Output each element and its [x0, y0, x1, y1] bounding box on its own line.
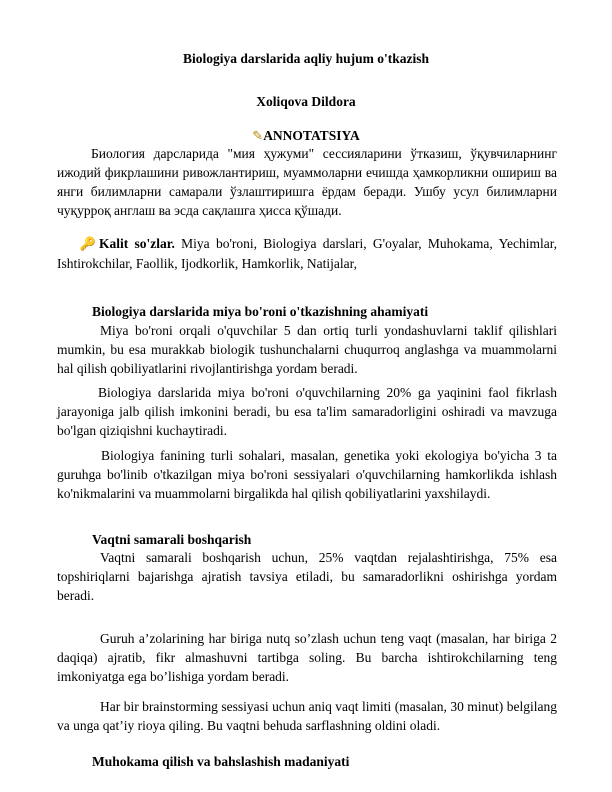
- annotation-paragraph: [57, 144, 557, 220]
- annotation-heading-row: [0, 126, 612, 146]
- section1-text-2: Biologiya darslarida miya bo'roni o'quvchilarning 20% ga yaqinini faol fikrlash jarayoniga jalb qilish imkonini beradi, bu esa ta'lim samaradorligini oshiradi va mavzuga bo'lgan qiziqishni kuchaytiradi.: [57, 385, 557, 438]
- section2-text-3: Har bir brainstorming sessiyasi uchun aniq vaqt limiti (masalan, 30 minut) belgilang va unga qat’iy rioya qiling. Bu vaqtni behuda sarflashning oldini oladi.: [57, 699, 557, 733]
- section1-paragraph-2: [57, 383, 557, 440]
- keywords-text: Miya bo'roni, Biologiya darslari, G'oyalar, Muhokama, Yechimlar, Ishtirokchilar, Faollik, Ijodkorlik, Hamkorlik, Natijalar,: [57, 236, 558, 271]
- section-heading-discussion: Muhokama qilish va bahslashish madaniyati: [92, 754, 350, 769]
- author-name: Xoliqova Dildora: [256, 94, 356, 109]
- section-heading-time: Vaqtni samarali boshqarish: [92, 532, 252, 547]
- document-title: Biologiya darslarida aqliy hujum o'tkazish: [182, 51, 430, 66]
- section1-paragraph-1: [57, 321, 557, 378]
- section-heading-importance: Biologiya darslarida miya bo'roni o'tkazishning ahamiyati: [92, 304, 429, 319]
- annotation-heading: ANNOTATSIYA: [263, 128, 360, 143]
- section1-text-1: Miya bo'roni orqali o'quvchilar 5 dan ortiq turli yondashuvlarni taklif qilishlari mumkin, bu esa murakkab biologik tushunchalarni chuqurroq anglashga va muammolarni hal qilish qobiliyatlarini rivojlantirishga yordam beradi.: [57, 323, 557, 376]
- section2-paragraph-1: [57, 548, 557, 605]
- section2-text-2: Guruh a’zolarining har biriga nutq so’zlash uchun teng vaqt (masalan, har biriga 2 daqiqa) ajratib, fikr almashuvni tartibga soling. Bu barcha ishtirokchilarning teng imkoniyatga ega bo’lishiga yordam beradi.: [57, 631, 557, 684]
- section2-paragraph-2: [57, 629, 557, 686]
- annotation-text: Биология дарсларида "мия ҳужуми" сессияларини ўтказиш, ўқувчиларнинг ижодий фикрлашини ривожлантириш, муаммоларни ечишда ҳамкорликни ошириш ва янги билимларни самарали ўзлаштиришга ёрдам беради. Ушбу усул билимларни чуқурроқ англаш ва эсда сақлашга ҳисса қўшади.: [57, 146, 557, 218]
- keywords-paragraph: [57, 234, 557, 273]
- section1-paragraph-3: [57, 446, 557, 503]
- keywords-label: Kalit so'zlar.: [98, 236, 175, 251]
- section1-text-3: Biologiya fanining turli sohalari, masalan, genetika yoki ekologiya bo'yicha 3 ta guruhga bo'linib o'tkazilgan miya bo'roni sessiyalari o'quvchilarning hamkorlikda ishlash ko'nikmalarini va muammolarni birgalikda hal qilish qobiliyatlarini yaxshilaydi.: [57, 448, 557, 501]
- section2-text-1: Vaqtni samarali boshqarish uchun, 25% vaqtdan rejalashtirishga, 75% esa topshiriqlarni bajarishga ajratish tavsiya etiladi, bu samaradorlikni oshirishga yordam beradi.: [57, 550, 557, 603]
- section2-paragraph-3: [57, 697, 557, 735]
- key-icon: 🔑: [77, 237, 99, 252]
- memo-icon: ✎: [252, 129, 264, 144]
